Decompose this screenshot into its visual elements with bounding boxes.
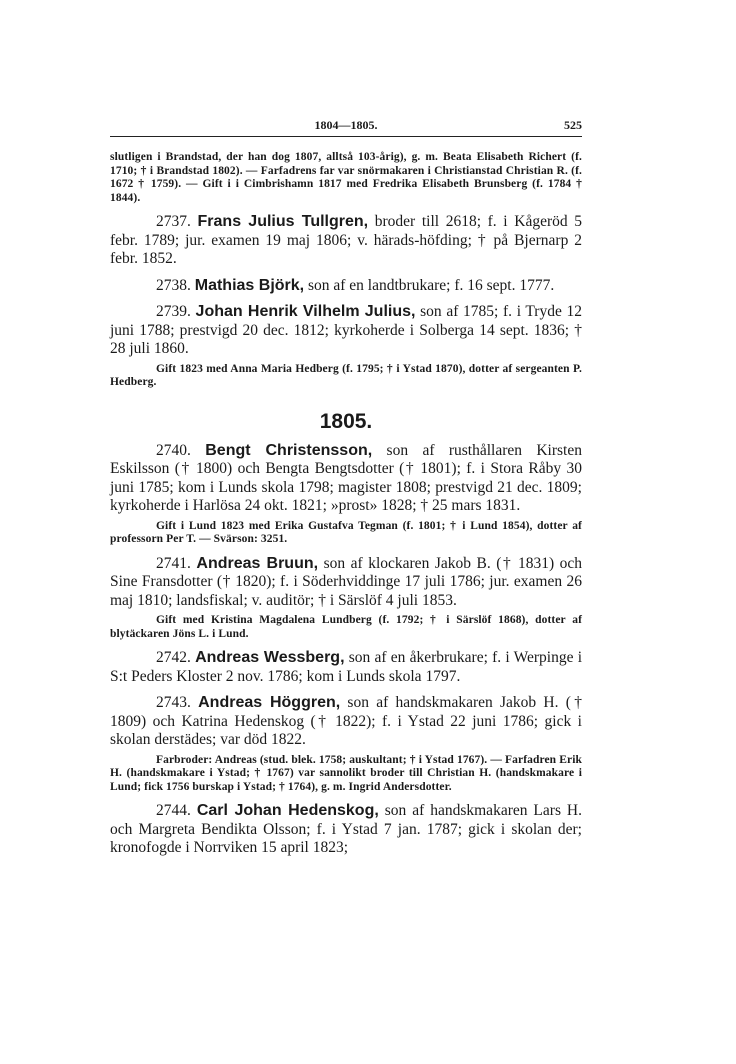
entry-2743 [110,694,582,750]
header-rule [110,136,582,137]
entry-name: Andreas Bruun, [196,554,319,572]
entry-2739 [110,303,582,359]
entry-number: 2740. [156,441,191,459]
entry-2741 [110,555,582,611]
entry-name: Frans Julius Tullgren, [197,213,369,230]
entry-2737 [110,213,582,269]
entry-text: son af rusthållaren Kirsten Eskilsson († 1800) och Bengta Bengtsdotter († 1801); f. i Stora Råby 30 juni 1785; kom i Lunds skola 1798; magister 1808; prestvigd 21 dec. 1809; kyrkoherde i Harlösa 24 okt. 1821; »prost» 1828; † 25 mars 1831. [110,441,582,514]
entry-text: son af en landtbrukare; f. 16 sept. 1777. [304,276,555,294]
entry-number: 2738. [156,276,191,294]
entry-number: 2739. [156,303,191,320]
entry-number: 2741. [156,554,191,572]
page-number: 525 [564,118,582,132]
entry-name: Mathias Björk, [194,276,305,294]
entry-name: Carl Johan Hedenskog, [196,802,379,819]
entry-number: 2744. [156,802,191,819]
entry-name: Johan Henrik Vilhelm Julius, [195,303,416,320]
entry-text: son af en åkerbrukare; f. i Werpinge i S:t Peders Kloster 2 nov. 1786; kom i Lunds skola 1797. [110,649,583,685]
entry-number: 2737. [156,213,191,230]
entry-note: Gift med Kristina Magdalena Lundberg (f. 1792; † i Särslöf 1868), dotter af blytäckaren Jöns L. i Lund. [110,614,582,640]
header-years: 1804—1805. [314,118,378,132]
running-head [110,116,582,134]
entry-text: son af handskmakaren Lars H. och Margreta Bendikta Olsson; f. i Ystad 7 jan. 1787; gick i skolan der; kronofogde i Norrviken 15 april 1823; [110,802,582,856]
year-heading: 1805. [319,409,373,433]
entry-text: son af 1785; f. i Tryde 12 juni 1788; prestvigd 20 dec. 1812; kyrkoherde i Solberga 14 sept. 1836; † 28 juli 1860. [110,303,583,357]
entry-name: Bengt Christensson, [205,441,373,459]
book-page [110,116,582,858]
entry-2740 [110,442,582,516]
entry-note: Gift 1823 med Anna Maria Hedberg (f. 1795; † i Ystad 1870), dotter af sergeanten P. Hedberg. [110,362,582,388]
entry-text: son af handskmakaren Jakob H. († 1809) och Katrina Hedenskog († 1822); f. i Ystad 22 juni 1786; gick i skolan derstädes; var död 1822. [110,694,583,748]
entry-note: Gift i Lund 1823 med Erika Gustafva Tegman (f. 1801; † i Lund 1854), dotter af professorn Per T. — Svärson: 3251. [110,519,582,545]
entry-note: Farbroder: Andreas (stud. blek. 1758; auskultant; † i Ystad 1767). — Farfadren Erik H. (handskmakare i Ystad; † 1767) var sannolikt broder till Christian H. (handskmakare i Lund; fick 1756 burskap i Ystad; † 1764), g. m. Ingrid Andersdotter. [110,753,582,793]
entry-2738 [110,277,582,296]
entry-2744 [110,802,582,858]
entry-text: broder till 2618; f. i Kågeröd 5 febr. 1789; jur. examen 19 maj 1806; v. härads-höfding; † på Bjernarp 2 febr. 1852. [110,213,583,267]
entry-name: Andreas Wessberg, [195,649,345,666]
entry-text: son af klockaren Jakob B. († 1831) och Sine Fransdotter († 1820); f. i Söderhviddinge 17 juli 1786; jur. examen 26 maj 1810; landsfiskal; v. auditör; † i Särslöf 4 juli 1853. [110,554,583,609]
entry-number: 2743. [156,694,191,711]
intro-note: slutligen i Brandstad, der han dog 1807, alltså 103-årig), g. m. Beata Elisabeth Richert (f. 1710; † i Brandstad 1802). — Farfadrens far var snörmakaren i Christianstad Christian R. (f. 1672 † 1759). — Gift i i Cimbrishamn 1817 med Fredrika Elisabeth Brunsberg (f. 1784 † 1844). [110,151,582,204]
entry-2742 [110,649,582,686]
entry-number: 2742. [156,649,191,666]
entry-name: Andreas Höggren, [198,694,341,711]
